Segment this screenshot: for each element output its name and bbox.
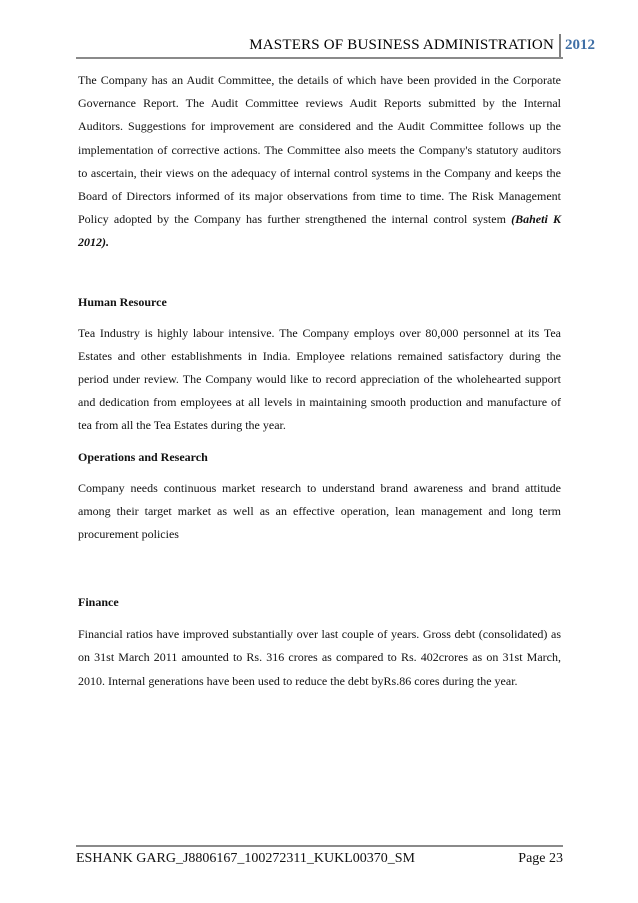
human-resource-heading: Human Resource bbox=[78, 294, 167, 309]
intro-text: The Company has an Audit Committee, the details of which have been provided in the Corporate Governance Report. The Audit Committee reviews Audit Reports submitted by the Internal Auditors. Suggestions for improvement are considered and the Audit Committee follows up the implementation of corrective actions. The Committee also meets the Company's statutory auditors to ascertain, their views on the adequacy of internal control systems in the Company and keeps the Board of Directors informed of its major observations from time to time. The Risk Management Policy adopted by the Company has further strengthened the internal control system bbox=[78, 73, 561, 227]
footer-author-id: ESHANK GARG_J8806167_100272311_KUKL00370_SM bbox=[76, 851, 415, 866]
page-header bbox=[0, 36, 638, 58]
header-title: MASTERS OF BUSINESS ADMINISTRATION bbox=[249, 37, 554, 53]
human-resource-paragraph: Tea Industry is highly labour intensive. The Company employs over 80,000 personnel at its Tea Estates and other establishments in India. Employee relations remained satisfactory during the period under review. The Company would like to record appreciation of the wholehearted support and dedication from employees at all levels in maintaining smooth production and manufacture of tea from all the Tea Estates during the year. bbox=[78, 325, 561, 433]
intro-citation: (Baheti K 2012). bbox=[78, 212, 561, 250]
operations-paragraph: Company needs continuous market research to understand brand awareness and brand attitude among their target market as well as an effective operation, lean management and long term procurement policies bbox=[78, 480, 561, 542]
footer-rule bbox=[76, 845, 563, 847]
operations-heading: Operations and Research bbox=[78, 449, 208, 464]
intro-paragraph bbox=[78, 69, 561, 255]
finance-heading: Finance bbox=[78, 595, 119, 610]
page-number: Page 23 bbox=[518, 851, 563, 866]
page-body bbox=[78, 69, 561, 693]
header-year: 2012 bbox=[565, 37, 595, 53]
header-divider bbox=[559, 34, 561, 58]
page-footer bbox=[76, 845, 563, 866]
header-rule bbox=[76, 57, 563, 59]
finance-paragraph: Financial ratios have improved substantially over last couple of years. Gross debt (consolidated) as on 31st March 2011 amounted to Rs. 316 crores as compared to Rs. 402crores as on 31st March, 2010. Internal generations have been used to reduce the debt byRs.86 cores during the year. bbox=[78, 627, 561, 688]
